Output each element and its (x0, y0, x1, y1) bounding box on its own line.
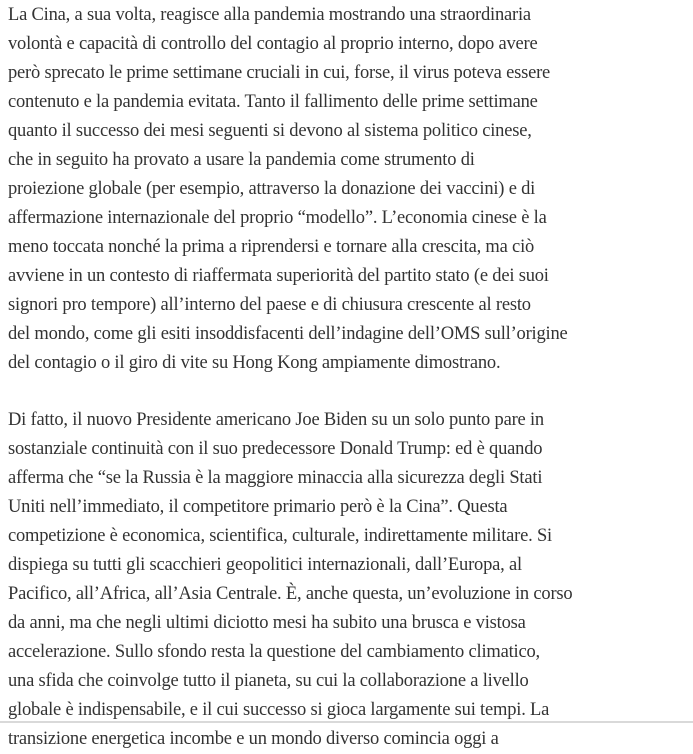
text-line: che in seguito ha provato a usare la pandemia come strumento di (8, 150, 475, 170)
text-line: proiezione globale (per esempio, attraverso la donazione dei vaccini) e di (8, 179, 536, 199)
text-line: globale è indispensabile, e il cui successo si gioca largamente sui tempi. La (8, 700, 550, 720)
text-line: affermazione internazionale del proprio “modello”. L’economia cinese è la (8, 208, 547, 228)
text-line: afferma che “se la Russia è la maggiore minaccia alla sicurezza degli Stati (8, 468, 543, 488)
text-line: competizione è economica, scientifica, culturale, indirettamente militare. Si (8, 526, 552, 546)
text-line: transizione energetica incombe e un mondo diverso comincia oggi a (8, 729, 499, 749)
text-line: La Cina, a sua volta, reagisce alla pandemia mostrando una straordinaria (8, 5, 531, 25)
text-line: quanto il successo dei mesi seguenti si devono al sistema politico cinese, (8, 121, 532, 141)
text-line: avviene in un contesto di riaffermata superiorità del partito stato (e dei suoi (8, 266, 549, 286)
text-line: del contagio o il giro di vite su Hong Kong ampiamente dimostrano. (8, 353, 501, 373)
paragraph (8, 406, 685, 754)
text-line: del mondo, come gli esiti insoddisfacenti dell’indagine dell’OMS sull’origine (8, 324, 568, 344)
text-line: però sprecato le prime settimane cruciali in cui, forse, il virus poteva essere (8, 63, 551, 83)
text-line: dispiega su tutti gli scacchieri geopolitici internazionali, dall’Europa, al (8, 555, 522, 575)
text-line: una sfida che coinvolge tutto il pianeta, su cui la collaborazione a livello (8, 671, 529, 691)
text-line: signori pro tempore) all’interno del paese e di chiusura crescente al resto (8, 295, 531, 315)
text-line: Uniti nell’immediato, il competitore primario però è la Cina”. Questa (8, 497, 508, 517)
bottom-divider (0, 721, 693, 723)
text-line: accelerazione. Sullo sfondo resta la questione del cambiamento climatico, (8, 642, 540, 662)
text-line: volontà e capacità di controllo del contagio al proprio interno, dopo avere (8, 34, 538, 54)
paragraph (8, 1, 685, 378)
text-line: sostanziale continuità con il suo predecessore Donald Trump: ed è quando (8, 439, 543, 459)
text-line: da anni, ma che negli ultimi diciotto mesi ha subito una brusca e vistosa (8, 613, 526, 633)
text-line: meno toccata nonché la prima a riprendersi e tornare alla crescita, ma ciò (8, 237, 535, 257)
text-line: Pacifico, all’Africa, all’Asia Centrale. È, anche questa, un’evoluzione in corso (8, 584, 573, 604)
text-line: Di fatto, il nuovo Presidente americano Joe Biden su un solo punto pare in (8, 410, 544, 430)
text-line: contenuto e la pandemia evitata. Tanto il fallimento delle prime settimane (8, 92, 538, 112)
